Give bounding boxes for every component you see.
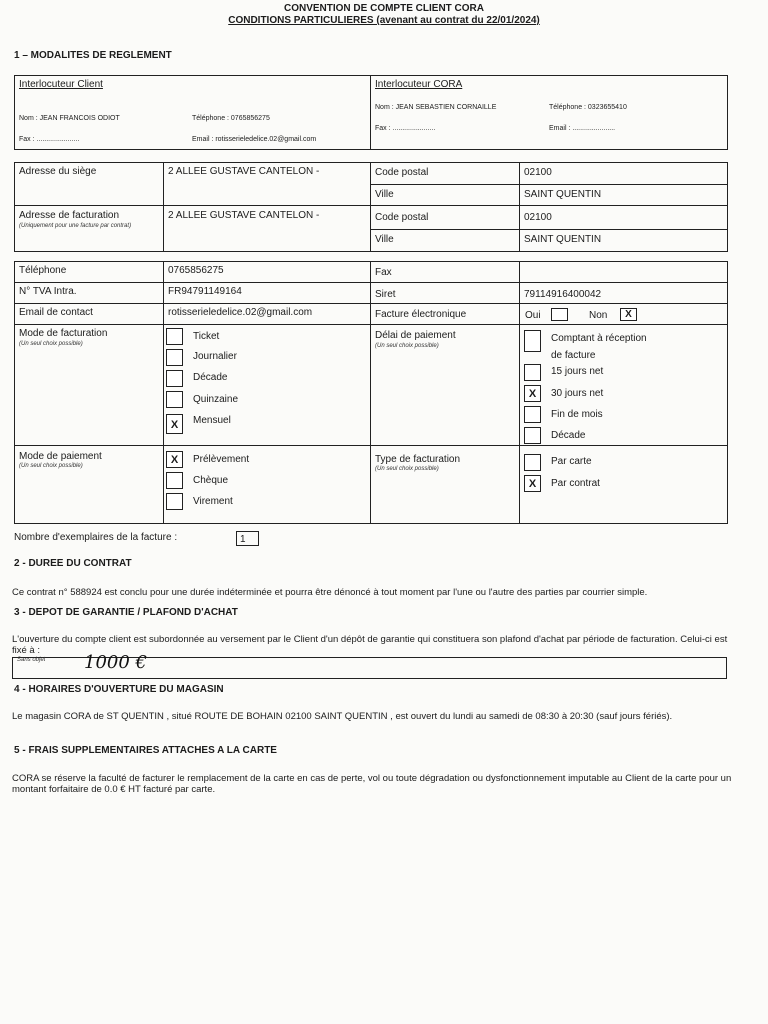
tel-value: 0765856275	[168, 265, 224, 276]
type-facturation-label: Type de facturation	[375, 454, 461, 465]
horaires-paragraph: Le magasin CORA de ST QUENTIN , situé ROUTE DE BOHAIN 02100 SAINT QUENTIN , est ouvert du lundi au samedi de 08:30 à 20:30 (sauf jours fériés).	[12, 711, 673, 722]
ville2-value: SAINT QUENTIN	[524, 234, 602, 245]
quinzaine-checkbox[interactable]	[166, 391, 183, 408]
interlocuteurs-table	[14, 75, 728, 150]
cheque-checkbox[interactable]	[166, 472, 183, 489]
mensuel-label: Mensuel	[193, 415, 231, 426]
delai-label: Délai de paiement	[375, 330, 456, 341]
mode-paiement-label: Mode de paiement	[19, 451, 102, 462]
client-header: Interlocuteur Client	[19, 79, 103, 90]
cp2-value: 02100	[524, 212, 552, 223]
virement-label: Virement	[193, 496, 233, 507]
siege-value: 2 ALLEE GUSTAVE CANTELON -	[168, 166, 320, 177]
client-email: Email : rotisserieledelice.02@gmail.com	[192, 136, 317, 143]
document-title: CONVENTION DE COMPTE CLIENT CORA	[283, 3, 484, 14]
par-carte-checkbox[interactable]	[524, 454, 541, 471]
ticket-label: Ticket	[193, 331, 220, 342]
ticket-checkbox[interactable]	[166, 328, 183, 345]
fax-label: Fax	[375, 267, 392, 278]
comptant-checkbox[interactable]	[524, 330, 541, 352]
journalier-label: Journalier	[193, 351, 237, 362]
decade-label: Décade	[193, 372, 228, 383]
par-carte-label: Par carte	[551, 456, 592, 467]
par-contrat-checkbox[interactable]: X	[524, 475, 541, 492]
cora-telephone: Téléphone : 0323655410	[549, 104, 627, 111]
quinzaine-label: Quinzaine	[193, 394, 239, 405]
mensuel-checkbox[interactable]: X	[166, 414, 183, 434]
journalier-checkbox[interactable]	[166, 349, 183, 366]
email-label: Email de contact	[19, 307, 93, 318]
tel-label: Téléphone	[19, 265, 67, 276]
ville2-label: Ville	[375, 234, 394, 245]
prelevement-checkbox[interactable]: X	[166, 451, 183, 468]
cp-value: 02100	[524, 167, 552, 178]
plafond-handwritten-value: 1000 €	[84, 652, 147, 673]
exemplaires-label: Nombre d'exemplaires de la facture :	[14, 532, 178, 543]
frais-paragraph: CORA se réserve la faculté de facturer le remplacement de la carte en cas de perte, vol ou toute dégradation ou dysfonctionnement imputable au Client de la carte pour un montant forfaitaire de 0.0 € HT facturé par carte.	[12, 773, 732, 795]
delai-decade-label: Décade	[551, 430, 586, 441]
address-table	[14, 162, 728, 252]
siret-label: Siret	[375, 289, 396, 300]
facturation-address-label: Adresse de facturation	[19, 210, 120, 221]
depot-paragraph: L'ouverture du compte client est subordonnée au versement par le Client d'un dépôt de garantie qui constituera son plafond d'achat par période de facturation. Celui-ci est fixé à :	[12, 634, 728, 656]
type-facturation-note: (Un seul choix possible)	[375, 466, 439, 472]
non-checkbox[interactable]: X	[620, 308, 637, 321]
client-nom: Nom : JEAN FRANCOIS ODIOT	[19, 115, 120, 122]
facturation-address-value: 2 ALLEE GUSTAVE CANTELON -	[168, 210, 320, 221]
section-4-heading: 4 - HORAIRES D'OUVERTURE DU MAGASIN	[14, 684, 224, 695]
sans-objet-label: Sans objet	[17, 657, 46, 663]
section-1-heading: 1 – MODALITES DE REGLEMENT	[14, 50, 172, 61]
15-jours-checkbox[interactable]	[524, 364, 541, 381]
delai-note: (Un seul choix possible)	[375, 343, 439, 349]
mode-paiement-note: (Un seul choix possible)	[19, 463, 83, 469]
facturation-address-note: (Uniquement pour une facture par contrat)	[19, 223, 132, 229]
cp-label: Code postal	[375, 167, 429, 178]
oui-checkbox[interactable]	[551, 308, 568, 321]
virement-checkbox[interactable]	[166, 493, 183, 510]
mode-facturation-note: (Un seul choix possible)	[19, 341, 83, 347]
cora-email: Email : ......................	[549, 125, 616, 132]
tva-value: FR94791149164	[168, 286, 242, 297]
fin-de-mois-checkbox[interactable]	[524, 406, 541, 423]
client-fax: Fax : ......................	[19, 136, 80, 143]
30-jours-checkbox[interactable]: X	[524, 385, 541, 402]
section-5-heading: 5 - FRAIS SUPPLEMENTAIRES ATTACHES A LA CARTE	[14, 745, 277, 756]
ville-value: SAINT QUENTIN	[524, 189, 602, 200]
cora-header: Interlocuteur CORA	[375, 79, 463, 90]
exemplaires-input[interactable]: 1	[236, 531, 259, 546]
facture-electronique-label: Facture électronique	[375, 309, 467, 320]
comptant-label: Comptant à réception	[551, 333, 647, 344]
15-jours-label: 15 jours net	[551, 366, 604, 377]
ville-label: Ville	[375, 189, 394, 200]
oui-label: Oui	[525, 310, 541, 321]
duree-paragraph: Ce contrat n° 588924 est conclu pour une durée indéterminée et pourra être dénoncé à tout moment par l'une ou l'autre des parties par courrier simple.	[12, 587, 648, 598]
comptant-label-2: de facture	[551, 350, 596, 361]
decade-checkbox[interactable]	[166, 370, 183, 387]
cora-fax: Fax : ......................	[375, 125, 436, 132]
fin-de-mois-label: Fin de mois	[551, 409, 603, 420]
delai-decade-checkbox[interactable]	[524, 427, 541, 444]
client-telephone: Téléphone : 0765856275	[192, 115, 270, 122]
30-jours-label: 30 jours net	[551, 388, 604, 399]
document-subtitle: CONDITIONS PARTICULIERES (avenant au contrat du 22/01/2024)	[228, 15, 540, 26]
non-label: Non	[589, 310, 608, 321]
siege-label: Adresse du siège	[19, 166, 97, 177]
email-value: rotisserieledelice.02@gmail.com	[168, 307, 313, 318]
cheque-label: Chèque	[193, 475, 229, 486]
cp2-label: Code postal	[375, 212, 429, 223]
tva-label: N° TVA Intra.	[19, 286, 77, 297]
section-3-heading: 3 - DEPOT DE GARANTIE / PLAFOND D'ACHAT	[14, 607, 238, 618]
par-contrat-label: Par contrat	[551, 478, 600, 489]
mode-facturation-label: Mode de facturation	[19, 328, 108, 339]
section-2-heading: 2 - DUREE DU CONTRAT	[14, 558, 132, 569]
contact-options-table	[14, 261, 728, 524]
siret-value: 79114916400042	[524, 289, 602, 300]
prelevement-label: Prélèvement	[193, 454, 250, 465]
cora-nom: Nom : JEAN SEBASTIEN CORNAILLE	[375, 104, 497, 111]
